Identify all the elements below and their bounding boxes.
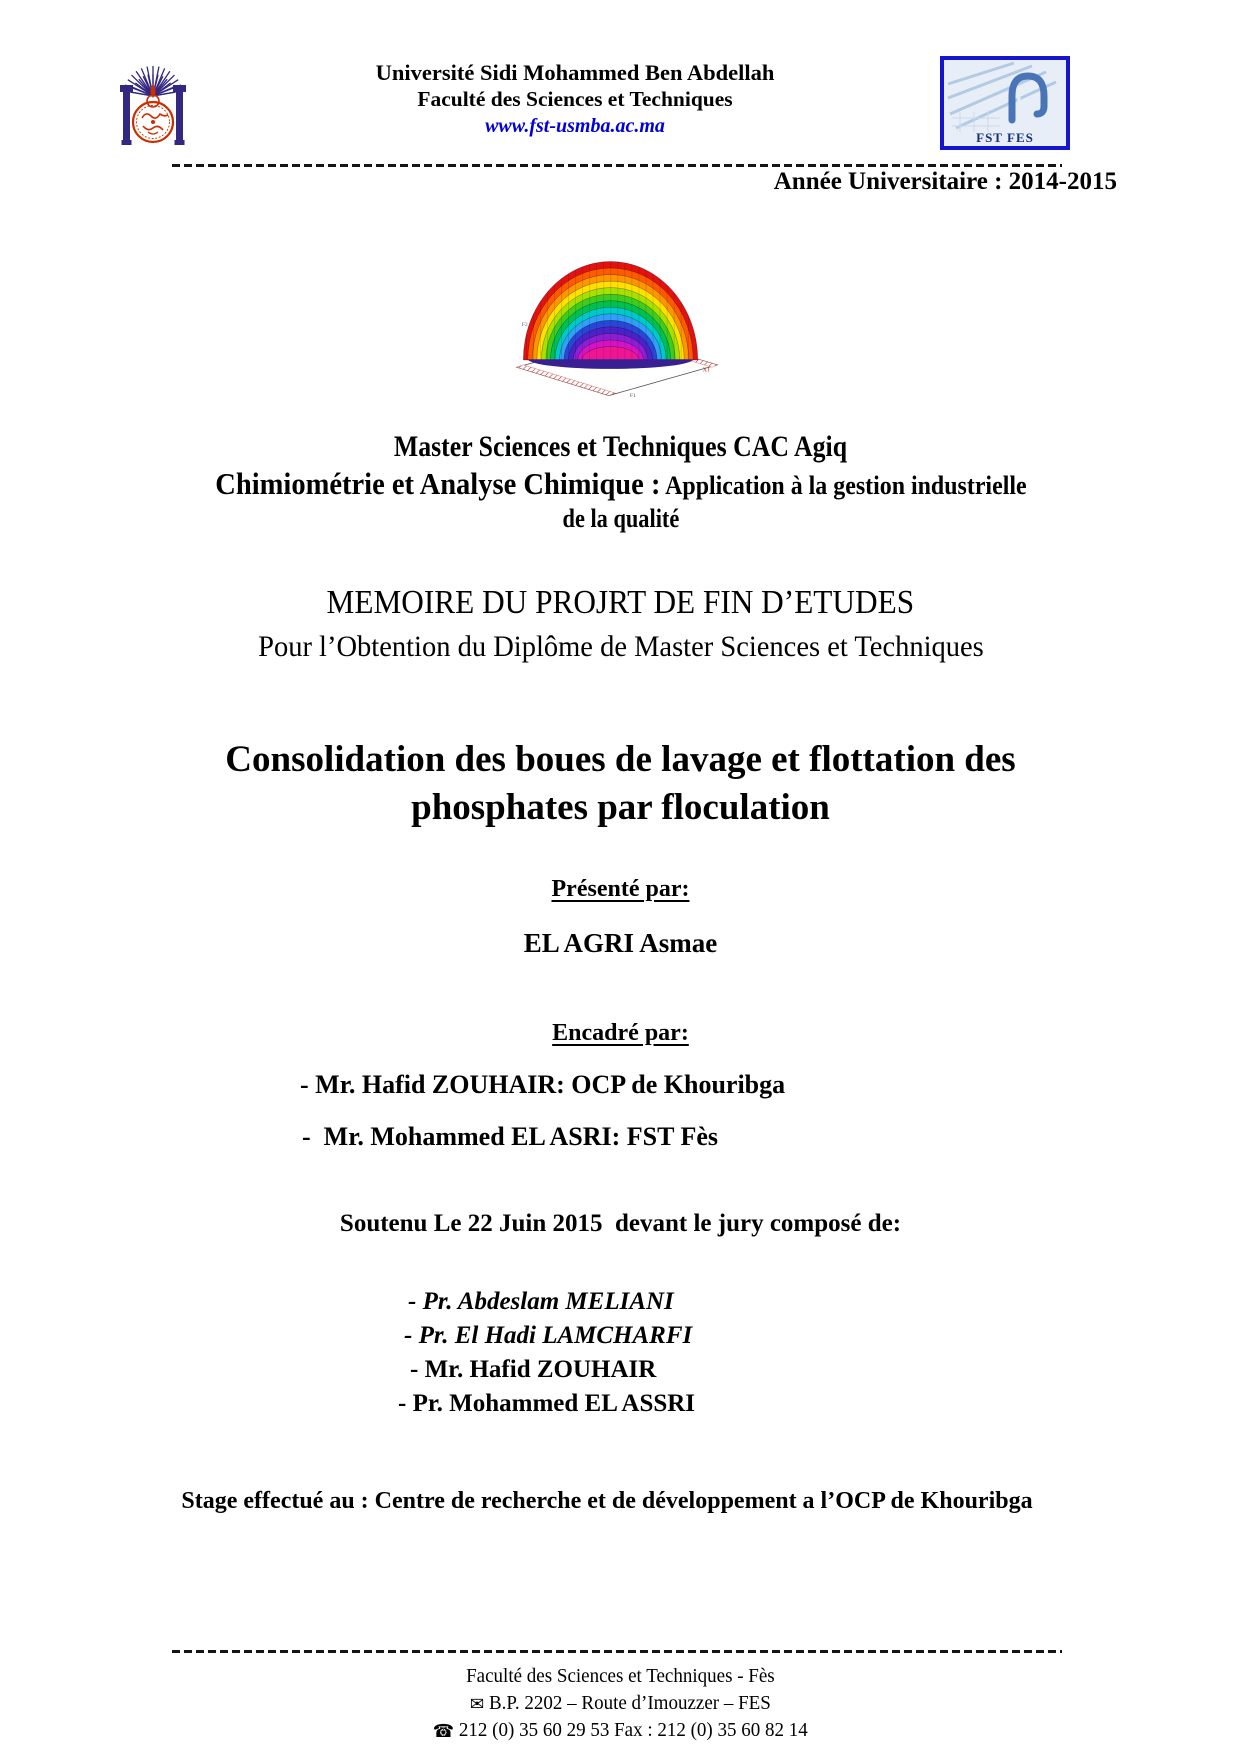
supervised-by-heading-row: [0, 1020, 1241, 1047]
emblem-medallion: [133, 84, 173, 142]
header-institution-block: [250, 59, 900, 140]
program-line2-sub: Application à la gestion industrielle: [660, 471, 1027, 500]
supervisor-item: - Mr. Hafid ZOUHAIR: OCP de Khouribga: [300, 1070, 786, 1099]
footer-address-text: B.P. 2202 – Route d’Imouzzer – FES: [489, 1692, 771, 1714]
footer-dashed-separator: [172, 1650, 1062, 1653]
thesis-title-line1: Consolidation des boues de lavage et flottation des: [225, 739, 1016, 780]
usmba-logo: [118, 56, 188, 158]
fst-fes-logo-icon: [940, 56, 1070, 150]
defense-intro: Soutenu Le 22 Juin 2015 devant le jury composé de:: [339, 1210, 902, 1237]
axis-label-f1: F1: [629, 393, 636, 400]
program-line2-main: Chimiométrie et Analyse Chimique :: [214, 466, 661, 501]
program-line3: de la qualité: [562, 504, 679, 533]
fst-fes-caption: FST FES: [976, 130, 1034, 145]
surface-plot-icon: [512, 236, 722, 400]
footer-faculty-line: [0, 1663, 1241, 1690]
phone-icon: ☎: [433, 1721, 455, 1742]
memoir-line1: MEMOIRE DU PROJRT DE FIN D’ETUDES: [326, 584, 915, 621]
jury-member: - Mr. Hafid ZOUHAIR: [410, 1356, 657, 1383]
program-line2: [0, 466, 1241, 502]
header-dashed-separator: [172, 164, 1062, 167]
jury-member: - Pr. Mohammed EL ASSRI: [398, 1390, 696, 1417]
thesis-title-line2: phosphates par floculation: [411, 787, 830, 828]
footer-phone-line: [0, 1717, 1241, 1745]
program-line1: Master Sciences et Techniques CAC Agiq: [393, 430, 848, 463]
footer-faculty-text: Faculté des Sciences et Techniques - Fès: [466, 1665, 775, 1687]
usmba-emblem-icon: [118, 56, 188, 158]
footer-address-line: [0, 1690, 1241, 1718]
presented-by-heading: Présenté par:: [551, 876, 690, 902]
presented-by-heading-row: [0, 876, 1241, 903]
author-name: EL AGRI Asmae: [523, 928, 718, 958]
surface-plot-figure: [512, 236, 722, 400]
supervised-by-heading: Encadré par:: [552, 1020, 689, 1046]
memoir-line2: Pour l’Obtention du Diplôme de Master Sciences et Techniques: [257, 630, 984, 663]
academic-year: Année Universitaire : 2014-2015: [773, 168, 1117, 195]
jury-member: - Pr. Abdeslam MELIANI: [408, 1288, 674, 1315]
supervisor-item: - Mr. Mohammed EL ASRI: FST Fès: [302, 1122, 719, 1151]
footer-phone-text: 212 (0) 35 60 29 53 Fax : 212 (0) 35 60 82 14: [459, 1719, 808, 1741]
university-name: Université Sidi Mohammed Ben Abdellah: [375, 60, 775, 85]
jury-member: - Pr. El Hadi LAMCHARFI: [404, 1322, 693, 1349]
internship-location-line: Stage effectué au : Centre de recherche et de développement a l’OCP de Khouribga: [181, 1488, 1033, 1514]
axis-label-x1: X1: [702, 367, 711, 374]
fst-fes-logo: [940, 56, 1070, 150]
mail-icon: ✉: [470, 1694, 485, 1715]
axis-label-f2: F2: [521, 322, 528, 329]
faculty-name: Faculté des Sciences et Techniques: [417, 87, 733, 111]
website-link[interactable]: www.fst-usmba.ac.ma: [485, 115, 665, 137]
